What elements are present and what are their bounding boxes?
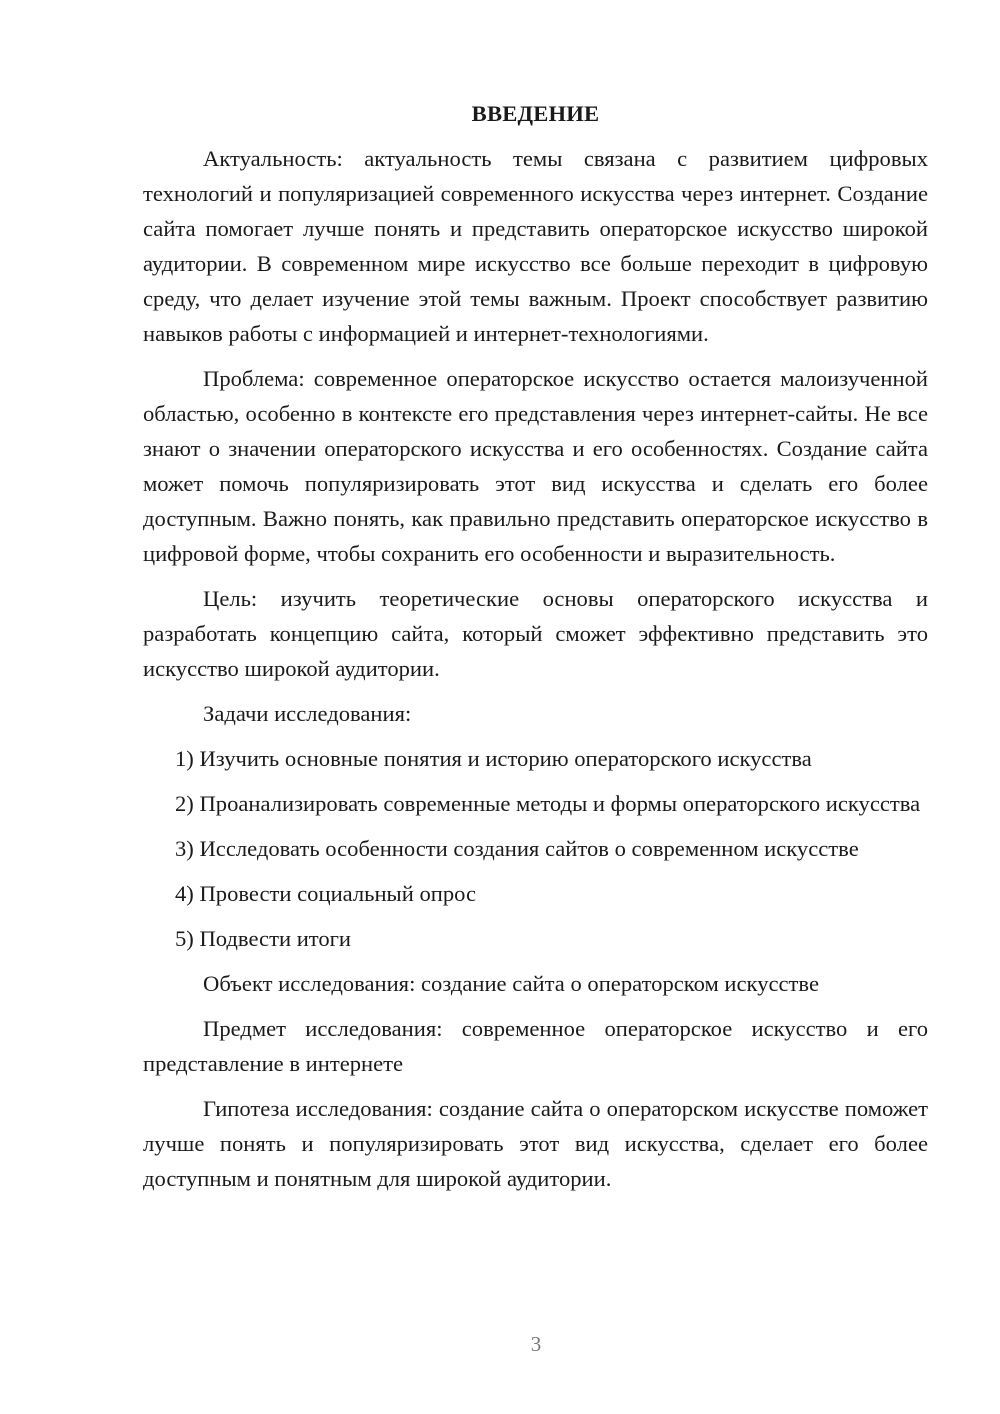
- subject-paragraph: Предмет исследования: современное операторское искусство и его представление в интернете: [143, 1016, 928, 1076]
- task-item-4: 4) Провести социальный опрос: [175, 881, 477, 906]
- task-item-1: 1) Изучить основные понятия и историю операторского искусства: [175, 746, 812, 771]
- task-item-5: 5) Подвести итоги: [175, 926, 352, 951]
- object-paragraph: Объект исследования: создание сайта о операторском искусстве: [203, 971, 819, 996]
- tasks-heading: Задачи исследования:: [203, 701, 412, 726]
- goal-paragraph: Цель: изучить теоретические основы операторского искусства и разработать концепцию сайта, который сможет эффективно представить это искусство широкой аудитории.: [143, 586, 928, 681]
- page-title: ВВЕДЕНИЕ: [471, 101, 600, 126]
- hypothesis-paragraph: Гипотеза исследования: создание сайта о операторском искусстве поможет лучше понять и популяризировать этот вид искусства, сделает его более доступным и понятным для широкой аудитории.: [143, 1096, 928, 1191]
- page-content: [143, 96, 928, 1196]
- task-item-2: 2) Проанализировать современные методы и формы операторского искусства: [175, 791, 921, 816]
- problem-paragraph: Проблема: современное операторское искусство остается малоизученной областью, особенно в контексте его представления через интернет-сайты. Не все знают о значении операторского искусства и его особенностях. Создание сайта может помочь популяризировать этот вид искусства и сделать его более доступным. Важно понять, как правильно представить операторское искусство в цифровой форме, чтобы сохранить его особенности и выразительность.: [143, 366, 928, 566]
- task-item-3: 3) Исследовать особенности создания сайтов о современном искусстве: [175, 836, 859, 861]
- page-number: 3: [530, 1332, 542, 1356]
- relevance-paragraph: Актуальность: актуальность темы связана с развитием цифровых технологий и популяризацией современного искусства через интернет. Создание сайта помогает лучше понять и представить операторское искусство широкой аудитории. В современном мире искусство все больше переходит в цифровую среду, что делает изучение этой темы важным. Проект способствует развитию навыков работы с информацией и интернет-технологиями.: [143, 146, 928, 346]
